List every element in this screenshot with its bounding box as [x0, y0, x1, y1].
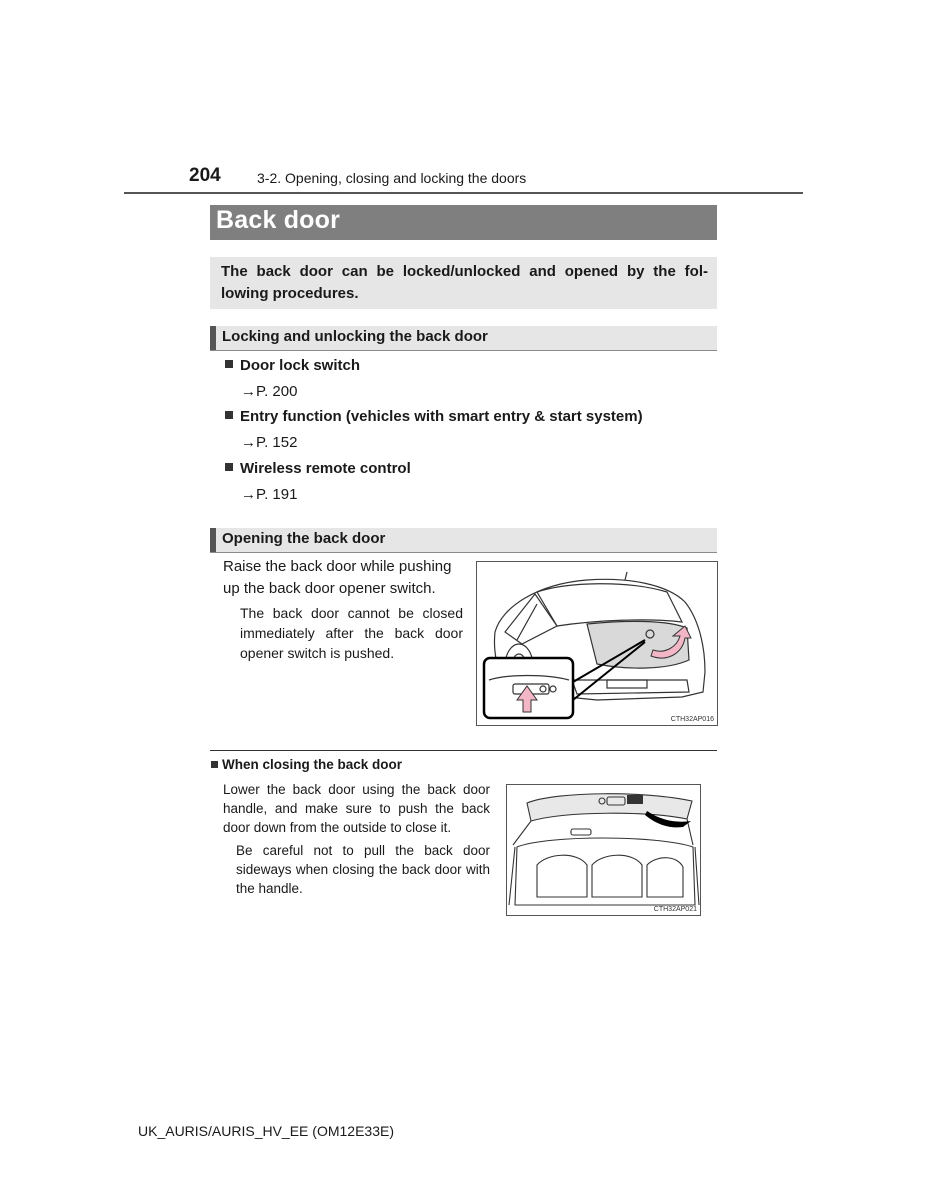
list-item-door-lock-switch [225, 357, 360, 374]
heading-marker [210, 528, 216, 552]
intro-text: The back door can be locked/unlocked and opened by the fol-lowing procedures. [221, 263, 708, 302]
list-item-wireless-remote [225, 460, 411, 477]
section-title: 3-2. Opening, closing and locking the doors [257, 170, 527, 186]
opening-heading: Opening the back door [222, 530, 386, 547]
closing-heading [211, 757, 402, 772]
closing-heading-label: When closing the back door [222, 757, 403, 772]
figure-code: CTH32AP021 [653, 906, 697, 913]
page-reference: →P. 200 [241, 383, 298, 400]
figure-code: CTH32AP016 [670, 716, 714, 723]
locking-heading-bar [210, 326, 717, 351]
locking-heading: Locking and unlocking the back door [222, 328, 488, 345]
closing-instruction: Lower the back door using the back door handle, and make sure to push the back door down from the outside to close it. [223, 782, 490, 835]
header-divider [124, 192, 803, 194]
open-back-door-drawing [507, 785, 700, 915]
list-item-label: Door lock switch [240, 357, 361, 374]
back-door-opener-illustration [476, 561, 718, 726]
page-reference: →P. 191 [241, 486, 298, 503]
square-bullet-icon [211, 761, 218, 768]
back-door-closing-illustration [506, 784, 701, 916]
page-number: 204 [189, 165, 221, 186]
page-title-bar [210, 205, 717, 240]
list-item-entry-function [225, 408, 643, 425]
list-item-label: Entry function (vehicles with smart entry & start system) [240, 408, 643, 425]
intro-box [210, 257, 717, 309]
opening-heading-bar [210, 528, 717, 553]
car-rear-opener-drawing [477, 562, 717, 725]
opening-note: The back door cannot be closed immediately after the back door opener switch is pushed. [240, 605, 463, 661]
heading-marker [210, 326, 216, 350]
page-title: Back door [216, 206, 341, 234]
square-bullet-icon [225, 360, 233, 368]
page-reference: →P. 152 [241, 434, 298, 451]
opening-instruction: Raise the back door while pushing up the back door opener switch. [223, 558, 452, 597]
square-bullet-icon [225, 463, 233, 471]
list-item-label: Wireless remote control [240, 460, 411, 477]
square-bullet-icon [225, 411, 233, 419]
section-separator [210, 750, 717, 751]
closing-note: Be careful not to pull the back door sideways when closing the back door with the handle. [236, 843, 490, 896]
footer-document-code: UK_AURIS/AURIS_HV_EE (OM12E33E) [138, 1123, 394, 1139]
